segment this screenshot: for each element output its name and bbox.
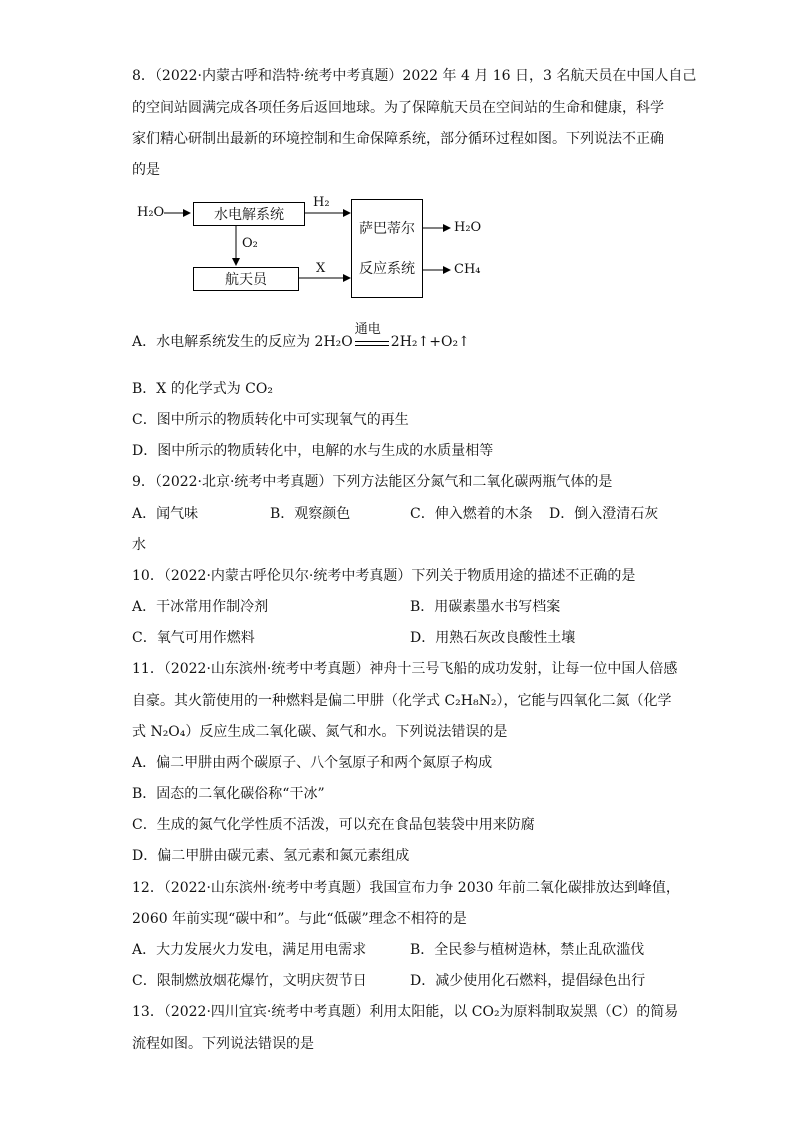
q12-line2: 2060 年前实现“碳中和”。与此“低碳”理念不相符的是 (132, 911, 467, 927)
q9-option-d: D．倒入澄清石灰 (549, 506, 659, 522)
q9-option-b: B．观察颜色 (270, 506, 351, 522)
equals-sign (355, 341, 389, 346)
q11-line3: 式 N₂O₄）反应生成二氧化碳、氮气和水。下列说法错误的是 (132, 724, 508, 740)
q13-line2: 流程如图。下列说法错误的是 (132, 1036, 314, 1052)
q10-option-c: C．氧气可用作燃料 (132, 630, 255, 646)
sabatier-box (351, 199, 423, 298)
q11-line1: 11．（2022·山东滨州·统考中考真题）神舟十三号飞船的成功发射，让每一位中国人倍感 (132, 661, 678, 677)
o2-label: O₂ (242, 236, 258, 251)
q8-option-c: C．图中所示的物质转化中可实现氧气的再生 (132, 412, 409, 428)
q9-option-d-continued: 水 (132, 537, 146, 553)
h2-label: H₂ (313, 195, 330, 210)
output-h2o-label: H₂O (454, 220, 482, 235)
q10-option-d: D．用熟石灰改良酸性土壤 (410, 630, 576, 646)
q13-line1: 13．（2022·四川宜宾·统考中考真题）利用太阳能，以 CO₂为原料制取炭黑（C）的简易 (132, 1004, 679, 1020)
q8-option-b: B．X 的化学式为 CO₂ (132, 381, 273, 397)
q11-option-a: A．偏二甲肼由两个碳原子、八个氢原子和两个氮原子构成 (132, 755, 493, 771)
x-label: X (316, 261, 326, 276)
q8-option-a-suffix: 2H₂↑+O₂↑ (390, 334, 470, 350)
q12-option-a: A．大力发展火力发电，满足用电需求 (132, 942, 367, 958)
q8-option-a-prefix: A．水电解系统发生的反应为 2H₂O (132, 334, 353, 350)
q9-stem: 9．（2022·北京·统考中考真题）下列方法能区分氮气和二氧化碳两瓶气体的是 (132, 474, 613, 490)
q8-option-d: D．图中所示的物质转化中，电解的水与生成的水质量相等 (132, 443, 494, 459)
sabatier-label-line2: 反应系统 (359, 260, 415, 277)
water-electrolysis-box (193, 202, 305, 226)
reaction-condition (353, 322, 391, 352)
q12-option-d: D．减少使用化石燃料，提倡绿色出行 (410, 973, 646, 989)
q11-line2: 自豪。其火箭使用的一种燃料是偏二甲肼（化学式 C₂H₈N₂），它能与四氧化二氮（化学 (132, 693, 672, 709)
q10-option-a: A．干冰常用作制冷剂 (132, 599, 269, 615)
q8-option-a (132, 322, 470, 352)
astronaut-box (193, 267, 299, 291)
q12-option-c: C．限制燃放烟花爆竹，文明庆贺节日 (132, 973, 367, 989)
q12-line1: 12．（2022·山东滨州·统考中考真题）我国宣布力争 2030 年前二氧化碳排放达到峰值， (132, 880, 680, 896)
q12-option-b: B．全民参与植树造林，禁止乱砍滥伐 (410, 942, 645, 958)
input-h2o-label: H₂O (137, 205, 165, 220)
astronaut-label: 航天员 (225, 272, 267, 288)
water-electrolysis-label: 水电解系统 (214, 207, 284, 223)
q10-stem: 10．（2022·内蒙古呼伦贝尔·统考中考真题）下列关于物质用途的描述不正确的是 (132, 568, 636, 584)
sabatier-label-line1: 萨巴蒂尔 (359, 220, 415, 237)
q11-option-b: B．固态的二氧化碳俗称“干冰” (132, 786, 325, 802)
q11-option-c: C．生成的氮气化学性质不活泼，可以充在食品包装袋中用来防腐 (132, 817, 535, 833)
q8-line1: 8．（2022·内蒙古呼和浩特·统考中考真题）2022 年 4 月 16 日，3 名航天员在中国人自己 (132, 68, 697, 84)
q8-line2: 的空间站圆满完成各项任务后返回地球。为了保障航天员在空间站的生命和健康，科学 (132, 100, 664, 116)
q11-option-d: D．偏二甲肼由碳元素、氢元素和氮元素组成 (132, 848, 410, 864)
q8-line3: 家们精心研制出最新的环境控制和生命保障系统，部分循环过程如图。下列说法不正确 (132, 131, 664, 147)
q9-option-a: A．闻气味 (132, 506, 199, 522)
output-ch4-label: CH₄ (454, 262, 481, 277)
q9-option-c: C．伸入燃着的木条 (410, 506, 533, 522)
q10-option-b: B．用碳素墨水书写档案 (410, 599, 561, 615)
reaction-condition-label: 通电 (354, 322, 381, 337)
q8-line4: 的是 (132, 162, 160, 178)
